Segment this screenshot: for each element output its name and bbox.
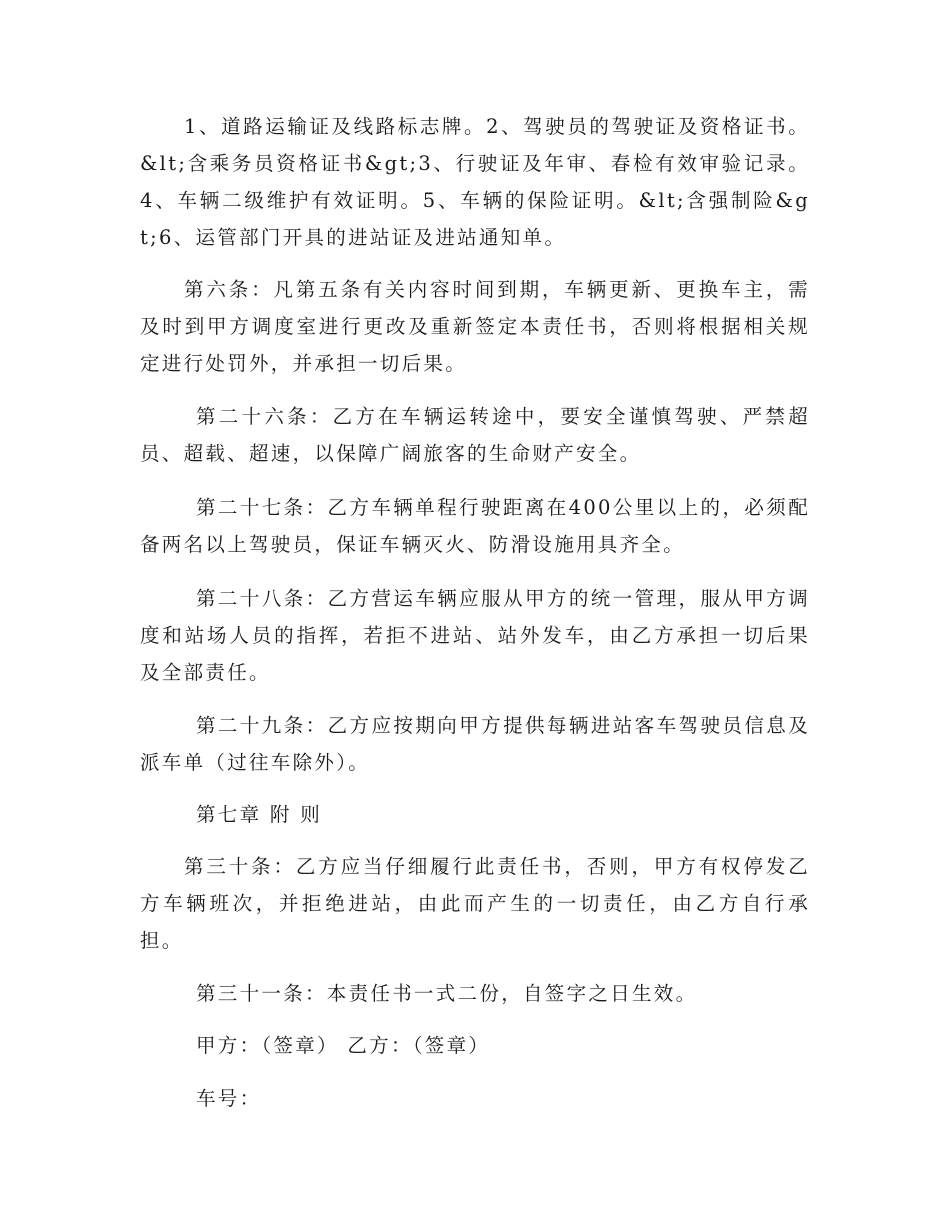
paragraph-article-6: 第六条：凡第五条有关内容时间到期，车辆更新、更换车主，需及时到甲方调度室进行更改及重新签定本责任书，否则将根据相关规定进行处罚外，并承担一切后果。 [140,278,810,375]
paragraph-article-28: 第二十八条：乙方营运车辆应服从甲方的统一管理，服从甲方调度和站场人员的指挥，若拒不进站、站外发车，由乙方承担一切后果及全部责任。 [140,587,810,684]
paragraph-article-31: 第三十一条：本责任书一式二份，自签字之日生效。 [196,982,698,1005]
vehicle-number-line: 车号： [196,1087,262,1110]
chapter-heading: 第七章 附 则 [196,803,322,826]
paragraph-required-documents: 1、道路运输证及线路标志牌。2、驾驶员的驾驶证及资格证书。&lt;含乘务员资格证书&gt;3、行驶证及年审、春检有效审验记录。4、车辆二级维护有效证明。5、车辆的保险证明。&lt;含强制险&gt;6、运管部门开具的进站证及进站通知单。 [140,115,810,249]
paragraph-article-26: 第二十六条：乙方在车辆运转途中，要安全谨慎驾驶、严禁超员、超载、超速，以保障广阔旅客的生命财产安全。 [140,405,810,465]
paragraph-article-27: 第二十七条：乙方车辆单程行驶距离在400公里以上的，必须配备两名以上驾驶员，保证车辆灭火、防滑设施用具齐全。 [140,496,810,556]
signature-line: 甲方：（签章） 乙方：（签章） [196,1034,491,1057]
paragraph-article-29: 第二十九条：乙方应按期向甲方提供每辆进站客车驾驶员信息及派车单（过往车除外）。 [140,714,810,774]
paragraph-article-30: 第三十条：乙方应当仔细履行此责任书，否则，甲方有权停发乙方车辆班次，并拒绝进站，由此而产生的一切责任，由乙方自行承担。 [140,855,810,952]
